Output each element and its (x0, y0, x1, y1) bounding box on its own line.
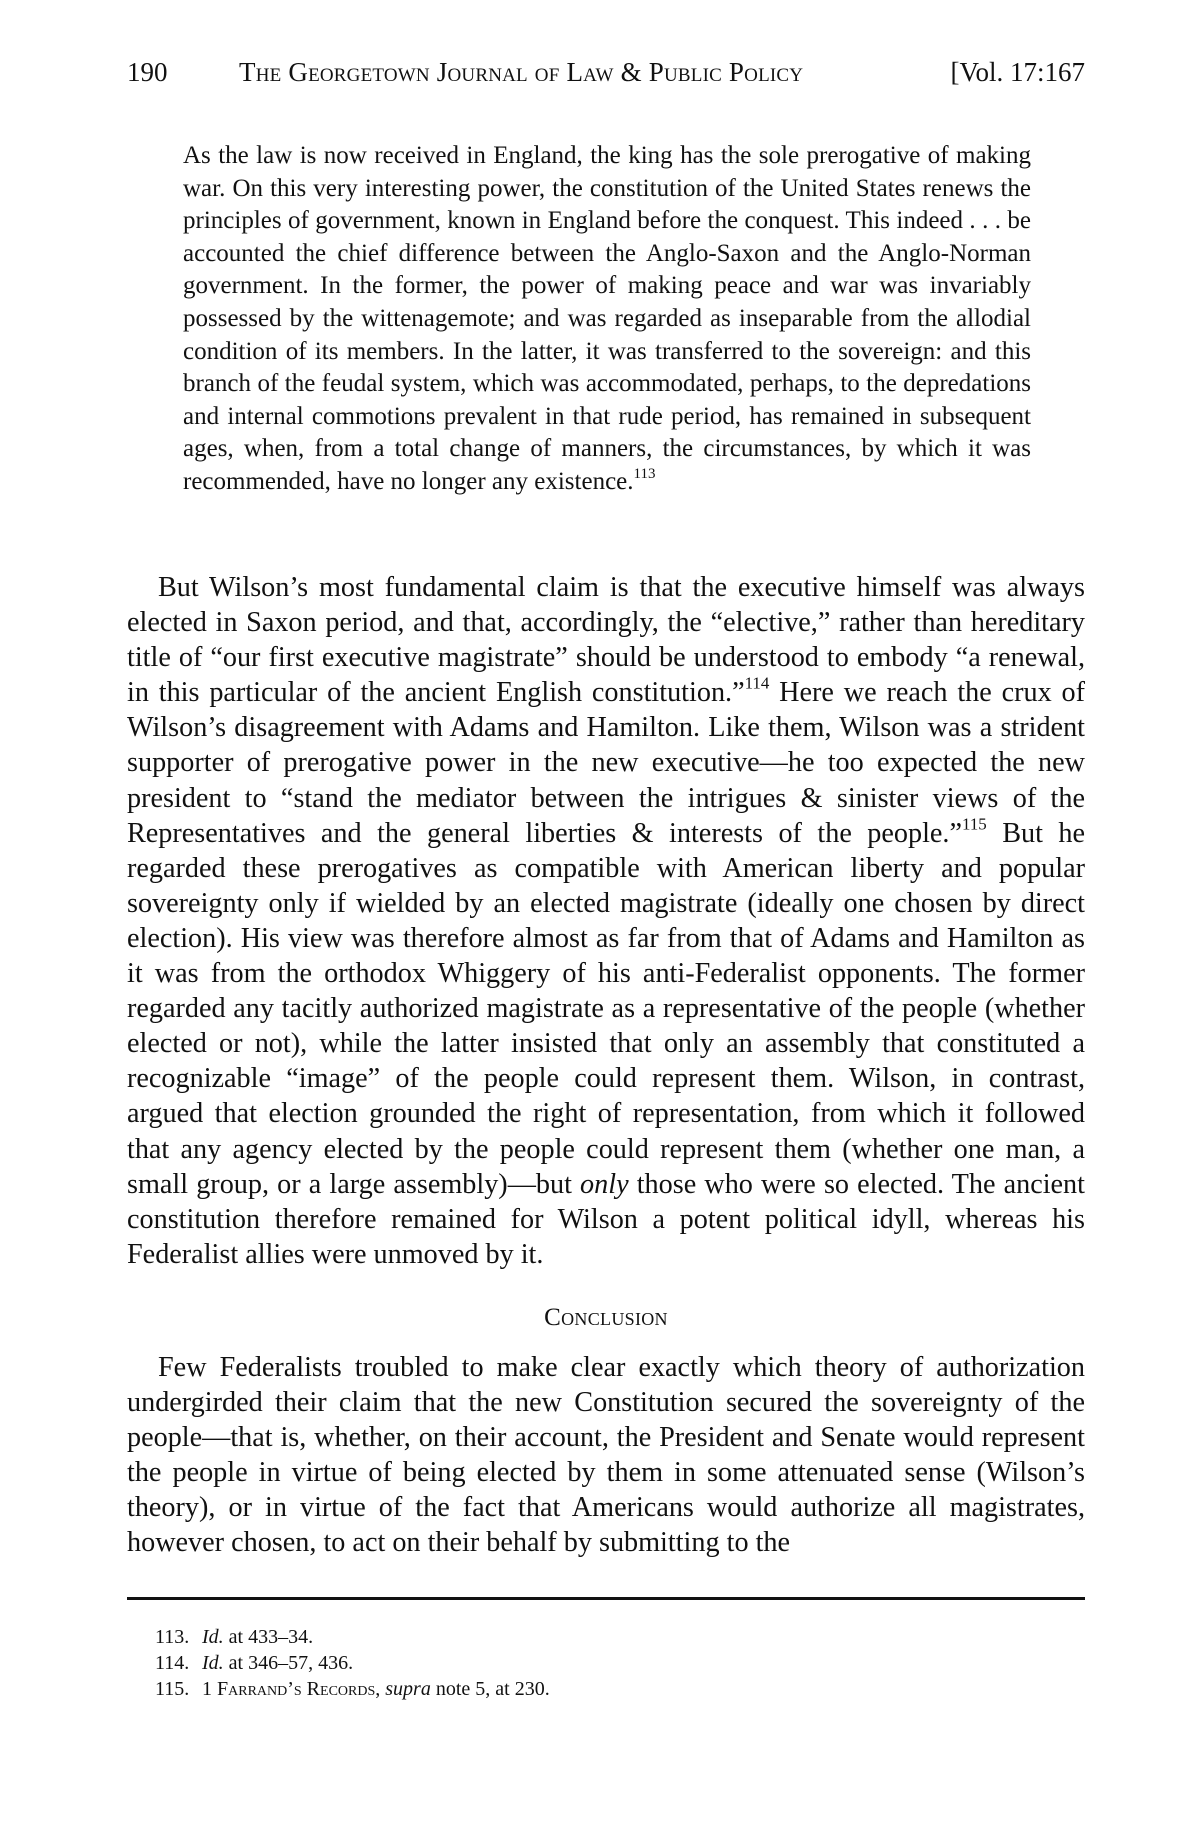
paragraph-text: But Wilson’s most fundamental claim is that the executive himself was always elected in Saxon period, and that, accordingly, the “elective,” rather than hereditary title of “our first executive magistrate” should be understood to embody “a renewal, in this particular of the ancient English constitution.” (127, 572, 1085, 709)
footnote-reference[interactable]: 113 (633, 465, 656, 482)
footnote-text (202, 1650, 353, 1676)
footnote-citation-signal: Id. (202, 1652, 224, 1674)
footnote-number: 114. (155, 1652, 190, 1674)
page-number: 190 (127, 57, 168, 87)
paragraph-text: But he regarded these prerogatives as compatible with American liberty and popular sovereignty only if wielded by an elected magistrate (ideally one chosen by direct election). His view was therefore almost as far from that of Adams and Hamilton as it was from the orthodox Whiggery of his anti-Federalist opponents. The former regarded any tacitly authorized magistrate as a representative of the people (whether elected or not), while the latter insisted that only an assembly that constituted a recognizable “image” of the people could represent them. Wilson, in contrast, argued that election grounded the right of representation, from which it followed that any agency elected by the people could represent them (whether one man, a small group, or a large assembly)—but (127, 817, 1085, 1200)
footnote-citation-rest: at 433–34. (223, 1626, 314, 1648)
footnotes (127, 1624, 1085, 1702)
footnote-reference[interactable]: 114 (744, 673, 770, 693)
footnote-citation-rest: note 5, at 230. (430, 1678, 550, 1700)
footnote-citation-signal: Id. (202, 1626, 224, 1648)
block-quote-text: As the law is now received in England, the king has the sole prerogative of making war. On this very interesting power, the constitution of the United States renews the principles of government, known in England before the conquest. This indeed . . . be accounted the chief difference between the Anglo-Saxon and the Anglo-Norman government. In the former, the power of making peace and war was invariably possessed by the wittenagemote; and was regarded as inseparable from the allodial condition of its members. In the latter, it was transferred to the sovereign: and this branch of the feudal system, which was accommodated, perhaps, to the depredations and internal commotions prevalent in that rude period, has remained in subsequent ages, when, from a total change of manners, the circumstances, by which it was recommended, have no longer any existence. (183, 142, 1031, 495)
footnote-citation-rest: at 346–57, 436. (223, 1652, 354, 1674)
emphasis-text: only (580, 1168, 629, 1200)
footnote-text (202, 1624, 313, 1650)
volume-citation: [Vol. 17:167 (950, 57, 1085, 87)
footnote-number: 113. (155, 1626, 190, 1648)
footnote-citation-signal: supra (385, 1678, 431, 1700)
paragraph-text: those who were so elected. The ancient constitution therefore remained for Wilson a potent political idyll, whereas his Federalist allies were unmoved by it. (127, 1168, 1085, 1270)
footnote-item (127, 1676, 1085, 1702)
footnote-source-title: Farrand’s Records (217, 1678, 376, 1700)
footnote-item (127, 1650, 1085, 1676)
footnote-reference[interactable]: 115 (962, 813, 987, 833)
footnote-number: 115. (155, 1678, 190, 1700)
footnote-divider (127, 1597, 1085, 1600)
footnote-separator: , (375, 1678, 386, 1700)
body-paragraph: Few Federalists troubled to make clear exactly which theory of authorization undergirded their claim that the new Constitution secured the sovereignty of the people—that is, whether, on their account, the President and Senate would represent the people in virtue of being elected by them in some attenuated sense (Wilson’s theory), or in virtue of the fact that Americans would authorize all magistrates, however chosen, to act on their behalf by submitting to the (127, 1352, 1085, 1559)
footnote-text (202, 1676, 550, 1702)
footnote-volume: 1 (202, 1678, 217, 1700)
running-head (127, 52, 1085, 92)
block-quote (183, 140, 1031, 499)
body-paragraph (127, 570, 1085, 1272)
journal-title: The Georgetown Journal of Law & Public Policy (239, 57, 804, 87)
paragraph-text: Here we reach the crux of Wilson’s disagreement with Adams and Hamilton. Like them, Wilson was a strident supporter of prerogative power in the new executive—he too expected the new president to “stand the mediator between the intrigues & sinister views of the Representatives and the general liberties & interests of the people.” (127, 677, 1085, 849)
section-heading: Conclusion (544, 1304, 668, 1331)
footnote-item (127, 1624, 1085, 1650)
